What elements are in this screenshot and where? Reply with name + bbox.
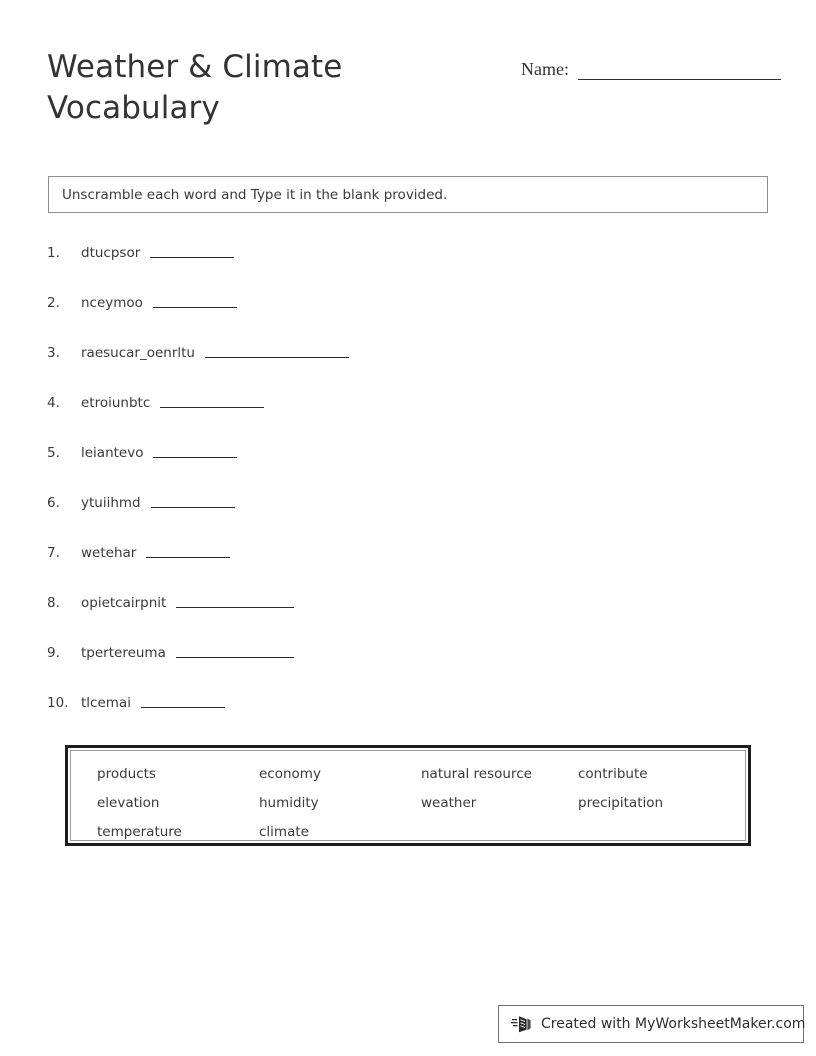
answer-blank[interactable] <box>153 307 237 308</box>
answer-blank[interactable] <box>150 257 234 258</box>
instruction-text: Unscramble each word and Type it in the blank provided. <box>62 186 448 203</box>
page-title-line-1: Weather & Climate <box>47 49 343 85</box>
problem-number: 6. <box>47 495 60 511</box>
word-bank-empty-cell <box>421 822 578 851</box>
word-bank-empty-cell <box>578 822 738 851</box>
problem-number: 10. <box>47 695 69 711</box>
worksheet-header <box>0 0 816 150</box>
problem-number: 5. <box>47 445 60 461</box>
word-bank-row <box>97 764 745 793</box>
answer-blank[interactable] <box>153 457 237 458</box>
word-bank-inner-frame <box>70 750 746 841</box>
answer-blank[interactable] <box>160 407 264 408</box>
page-title-line-2: Vocabulary <box>47 90 220 126</box>
name-label: Name: <box>521 59 569 79</box>
word-bank-word[interactable]: contribute <box>578 766 648 782</box>
word-bank-row <box>97 822 745 851</box>
problem-number: 1. <box>47 245 60 261</box>
instruction-box <box>48 176 768 213</box>
footer-badge-label: Created with MyWorksheetMaker.com <box>541 1016 806 1032</box>
answer-blank[interactable] <box>176 607 294 608</box>
problem-number: 4. <box>47 395 60 411</box>
answer-blank[interactable] <box>176 657 294 658</box>
worksheet-maker-logo-icon <box>511 1013 533 1035</box>
problem-number: 7. <box>47 545 60 561</box>
word-bank-row <box>97 793 745 822</box>
scrambled-word: nceymoo <box>81 295 143 311</box>
word-bank-word[interactable]: natural resource <box>421 766 532 782</box>
scrambled-word: etroiunbtc <box>81 395 151 411</box>
answer-blank[interactable] <box>141 707 225 708</box>
problem-row <box>47 240 767 290</box>
name-field-group <box>521 52 781 80</box>
scrambled-word: wetehar <box>81 545 137 561</box>
scrambled-word: opietcairpnit <box>81 595 167 611</box>
scrambled-word: tpertereuma <box>81 645 166 661</box>
problem-row <box>47 590 767 640</box>
answer-blank[interactable] <box>151 507 235 508</box>
problem-row <box>47 290 767 340</box>
word-bank-word[interactable]: precipitation <box>578 795 664 811</box>
problem-row <box>47 640 767 690</box>
problem-row <box>47 440 767 490</box>
word-bank-word[interactable]: elevation <box>97 795 160 811</box>
answer-blank[interactable] <box>146 557 230 558</box>
problem-row <box>47 340 767 390</box>
word-bank-word[interactable]: products <box>97 766 156 782</box>
word-bank-word[interactable]: temperature <box>97 824 182 840</box>
problem-number: 3. <box>47 345 60 361</box>
word-bank-word[interactable]: economy <box>259 766 321 782</box>
answer-blank[interactable] <box>205 357 349 358</box>
scrambled-word: tlcemai <box>81 695 131 711</box>
problem-number: 2. <box>47 295 60 311</box>
word-bank-word[interactable]: humidity <box>259 795 319 811</box>
problem-number: 9. <box>47 645 60 661</box>
word-bank <box>65 745 751 846</box>
problem-row <box>47 390 767 440</box>
problem-number: 8. <box>47 595 60 611</box>
scrambled-word: raesucar_oenrltu <box>81 345 195 361</box>
scrambled-word: dtucpsor <box>81 245 141 261</box>
problem-row <box>47 540 767 590</box>
problem-row <box>47 690 767 740</box>
scrambled-word: ytuiihmd <box>81 495 141 511</box>
problem-row <box>47 490 767 540</box>
word-bank-word[interactable]: weather <box>421 795 477 811</box>
name-input-blank[interactable] <box>578 60 781 80</box>
page-title <box>47 47 467 129</box>
scrambled-word-list <box>47 240 767 740</box>
word-bank-word[interactable]: climate <box>259 824 309 840</box>
footer-badge[interactable] <box>498 1005 804 1043</box>
scrambled-word: leiantevo <box>81 445 144 461</box>
